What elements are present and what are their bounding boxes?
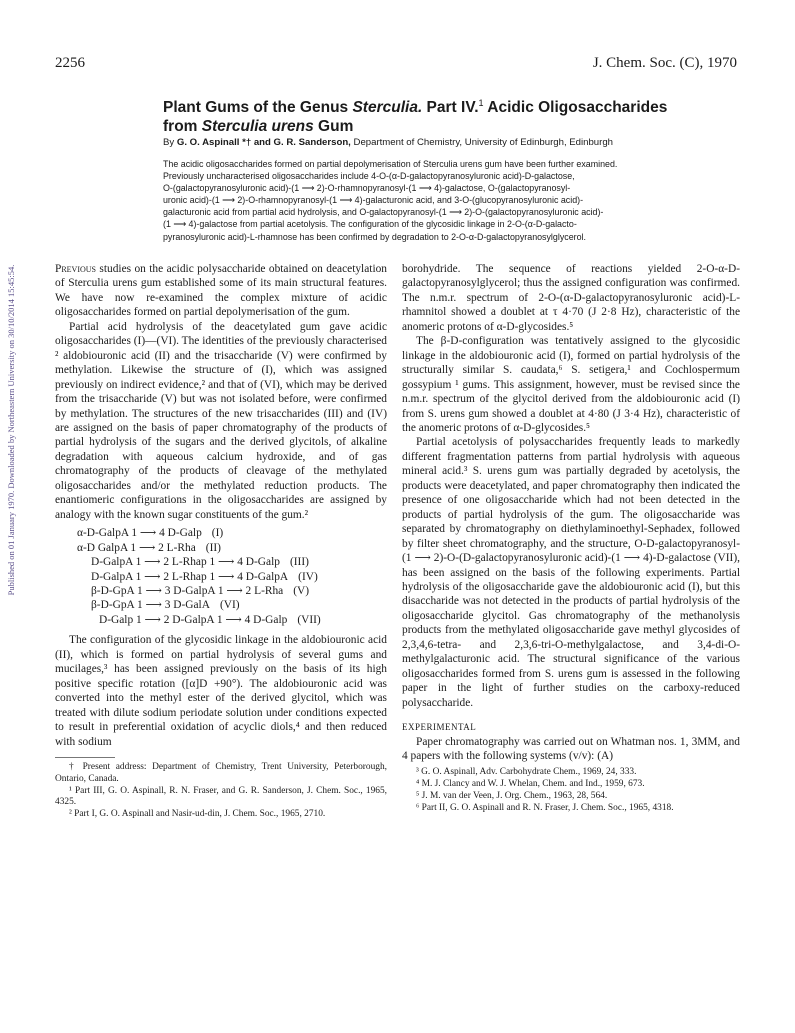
- intro-paragraph: [55, 262, 387, 320]
- title-part: from: [163, 118, 202, 136]
- footnote: † Present address: Department of Chemistry, Trent University, Peterborough, Ontario, Canada.: [55, 761, 387, 784]
- page-number: 2256: [55, 55, 85, 71]
- footnote: ⁴ M. J. Clancy and W. J. Whelan, Chem. and Ind., 1959, 673.: [416, 779, 645, 790]
- abstract-line: uronic acid)-(1 ⟶ 2)-O-rhamnopyranosyl-(1 ⟶ 4)-galacturonic acid, and 3-O-(glucopyranosyluronic acid)-: [163, 195, 584, 206]
- left-column: [55, 262, 387, 821]
- title-genus: Sterculia.: [352, 99, 423, 117]
- footnotes-left: [55, 762, 387, 821]
- footnote: ² Part I, G. O. Aspinall and Nasir-ud-din, J. Chem. Soc., 1965, 2710.: [69, 809, 326, 820]
- formula-text: β-D-GpA 1 ⟶ 3 D-GalA: [91, 599, 210, 612]
- formula-number: (I): [211, 527, 224, 540]
- author-by: By: [163, 137, 177, 148]
- title-part: Part IV.: [422, 99, 479, 117]
- body-paragraph: Partial acid hydrolysis of the deacetylated gum gave acidic oligosaccharides (I)—(VI). The identities of the previously characterised ² aldobiouronic acid (II) and the trisaccharide (V) were confirmed by methylation. Likewise the structure of (I), which was assigned previously on indirect evidence,² and that of (VI), which may be derived from the trisaccharide (V) but was not isolated before, were confirmed by methylation. The structures of the new trisaccharides (III) and (IV) are assigned on the basis of paper chromatography of the products of partial hydrolysis of the sugars and the derived glycitols, of alkaline degradation with aqueous calcium hydroxide, and of gas chromatography of the products of cleavage of the methylated oligosaccharides and/or the methylated reduction products. The enantiomeric configurations in the oligosaccharides are assigned by analogy with the known sugar constituents of the gum.²: [55, 320, 387, 521]
- formula-text: D-Galp 1 ⟶ 2 D-GalpA 1 ⟶ 4 D-Galp: [99, 613, 288, 626]
- abstract-line: (1 ⟶ 4)-galactose from partial acetolysis. The configuration of the glycosidic linkage in 2-O-(α-D-galacto-: [163, 219, 577, 230]
- right-column: [402, 262, 740, 815]
- title-part: Acidic Oligosaccharides: [483, 99, 668, 117]
- abstract-line: pyranosyluronic acid)-L-rhamnose has been confirmed by degradation to 2-O-α-D-galactopyranosylglycerol.: [163, 231, 586, 242]
- body-paragraph: The configuration of the glycosidic linkage in the aldobiouronic acid (II), which is formed on partial hydrolysis of several gums and mucilages,³ has been assigned previously on the basis of its high positive specific rotation ([α]D +90°). The aldobiouronic acid was converted into the methyl ester of the derived glycitol, which was treated with dilute sodium periodate solution under conditions expected to result in preferential oxidation of acyclic diols,⁴ and then reduced with sodium: [55, 634, 387, 748]
- formula-text: D-GalpA 1 ⟶ 2 L-Rhap 1 ⟶ 4 D-GalpA: [91, 570, 289, 583]
- formula-number: (VII): [297, 613, 321, 626]
- formula-row: [55, 584, 387, 598]
- formula-row: [55, 613, 387, 627]
- footnote-rule: [55, 757, 115, 758]
- intro-lead-word: Previous: [55, 263, 97, 275]
- formula-text: D-GalpA 1 ⟶ 2 L-Rhap 1 ⟶ 4 D-Galp: [91, 556, 280, 569]
- abstract: [163, 158, 755, 243]
- intro-text: studies on the acidic polysaccharide obtained on deacetylation of Sterculia urens gum established some of its main structural features. We have now re-examined the complex mixture of acidic oligosaccharides formed on partial depolymerisation of the gum.: [55, 263, 387, 319]
- formula-row: [55, 555, 387, 569]
- abstract-line: galacturonic acid from partial acid hydrolysis, and O-galactopyranosyl-(1 ⟶ 2)-O-(galactopyranosyluronic acid)-: [163, 207, 604, 218]
- body-paragraph: borohydride. The sequence of reactions yielded 2-O-α-D-galactopyranosylglycerol; thus the assigned configuration was confirmed. The n.m.r. spectrum of 2-O-(α-D-galactopyranosyluronic acid)-L-rhamnitol showed a doublet at τ 4·70 (J 2·8 Hz), characteristic of the anomeric protons of α-D-glycosides.⁵: [402, 263, 740, 333]
- footnotes-right: [402, 767, 740, 814]
- formula-text: α-D GalpA 1 ⟶ 2 L-Rha: [77, 541, 196, 554]
- oligosaccharide-formula-list: [55, 526, 387, 627]
- title-part: Gum: [313, 118, 354, 136]
- download-stamp-text: Published on 01 January 1970. Downloaded by Northeastern University on 30/10/2014 15:45:54.: [6, 264, 16, 596]
- formula-text: β-D-GpA 1 ⟶ 3 D-GalpA 1 ⟶ 2 L-Rha: [91, 584, 284, 597]
- formula-number: (II): [205, 541, 221, 554]
- formula-number: (VI): [219, 599, 240, 612]
- footnote: ⁵ J. M. van der Veen, J. Org. Chem., 1963, 28, 564.: [416, 791, 608, 801]
- section-heading-experimental: EXPERIMENTAL: [402, 722, 477, 733]
- body-paragraph: The β-D-configuration was tentatively assigned to the glycosidic linkage in the aldobiouronic acid (I), formed on partial hydrolysis of the structurally similar S. caudata,⁶ S. setigera,¹ and Cochlospermum gossypium ¹ gums. This assignment, however, must be revised since the n.m.r. spectrum of the glycitol derived from the aldobiouronic acid (I) from S. urens gum showed a doublet at 4·80 (J 3·4 Hz), characteristic of the anomeric protons of α-D-glycosides.⁵: [402, 335, 740, 434]
- abstract-line: Previously uncharacterised oligosaccharides include 4-O-(α-D-galactopyranosyluronic acid)-D-galactose,: [163, 171, 575, 182]
- formula-text: α-D-GalpA 1 ⟶ 4 D-Galp: [77, 527, 202, 540]
- author-affiliation: Department of Chemistry, University of Edinburgh, Edinburgh: [350, 137, 614, 148]
- abstract-line: The acidic oligosaccharides formed on partial depolymerisation of Sterculia urens gum have been further examined.: [163, 159, 618, 169]
- title-species: Sterculia urens: [201, 118, 314, 136]
- article-title: [163, 94, 763, 136]
- formula-row: [55, 541, 387, 555]
- footnote: ¹ Part III, G. O. Aspinall, R. N. Fraser, and G. R. Sanderson, J. Chem. Soc., 1965, 4325.: [55, 785, 387, 808]
- formula-row: [55, 570, 387, 584]
- download-stamp: [4, 170, 18, 690]
- title-footnote-ref: 1: [478, 98, 484, 108]
- journal-header: J. Chem. Soc. (C), 1970: [592, 55, 737, 71]
- formula-number: (III): [289, 556, 309, 569]
- body-paragraph: Partial acetolysis of polysaccharides frequently leads to markedly different fragmentation patterns from partial hydrolysis with aqueous mineral acid.³ S. urens gum was partially degraded by acetolysis, the products were deacetylated, and paper chromatography then indicated the presence of one oligosaccharide which had not been detected in the products of partial hydrolysis of the gum. The oligosaccharide was separated by chromatography on diethylaminoethyl-Sephadex, followed by filter sheet chromatography, and the structure, O-D-galactopyranosyl-(1 ⟶ 2)-O-(D-galactopyranosyluronic acid)-(1 ⟶ 4)-D-galactose (VII), has been assigned on the basis of the following experiments. Partial hydrolysis of the oligosaccharide gave the aldobiouronic acid (I), but this disaccharide was not detected in the products of partial hydrolysis of the oligosaccharide glycitol. Gas chromatography of the methanolysis products from the methylated oligosaccharide gave methyl glycosides of 2,3,4,6-tetra- and 2,3,6-tri-O-methylgalactose, and 3,4-di-O-methylgalacturonic acid. The structural significance of the various oligosaccharides formed from S. urens gum is assessed in the following paper in the light of further studies on the carboxy-reduced polysaccharide.: [402, 436, 740, 709]
- author-line: [163, 137, 763, 148]
- formula-number: (IV): [298, 570, 318, 583]
- abstract-line: O-(galactopyranosyluronic acid)-(1 ⟶ 2)-O-rhamnopyranosyl-(1 ⟶ 4)-galactose, O-(galactopyranosyl-: [163, 183, 571, 194]
- author-names: G. O. Aspinall *† and G. R. Sanderson,: [176, 137, 351, 148]
- body-paragraph: Paper chromatography was carried out on Whatman nos. 1, 3MM, and 4 papers with the following systems (v/v): (A): [402, 735, 740, 762]
- formula-row: [55, 526, 387, 540]
- formula-number: (V): [293, 584, 310, 597]
- formula-row: [55, 598, 387, 612]
- footnote: ⁶ Part II, G. O. Aspinall and R. N. Fraser, J. Chem. Soc., 1965, 4318.: [416, 802, 674, 813]
- title-part: Plant Gums of the Genus: [163, 99, 353, 117]
- footnote: ³ G. O. Aspinall, Adv. Carbohydrate Chem., 1969, 24, 333.: [416, 767, 637, 778]
